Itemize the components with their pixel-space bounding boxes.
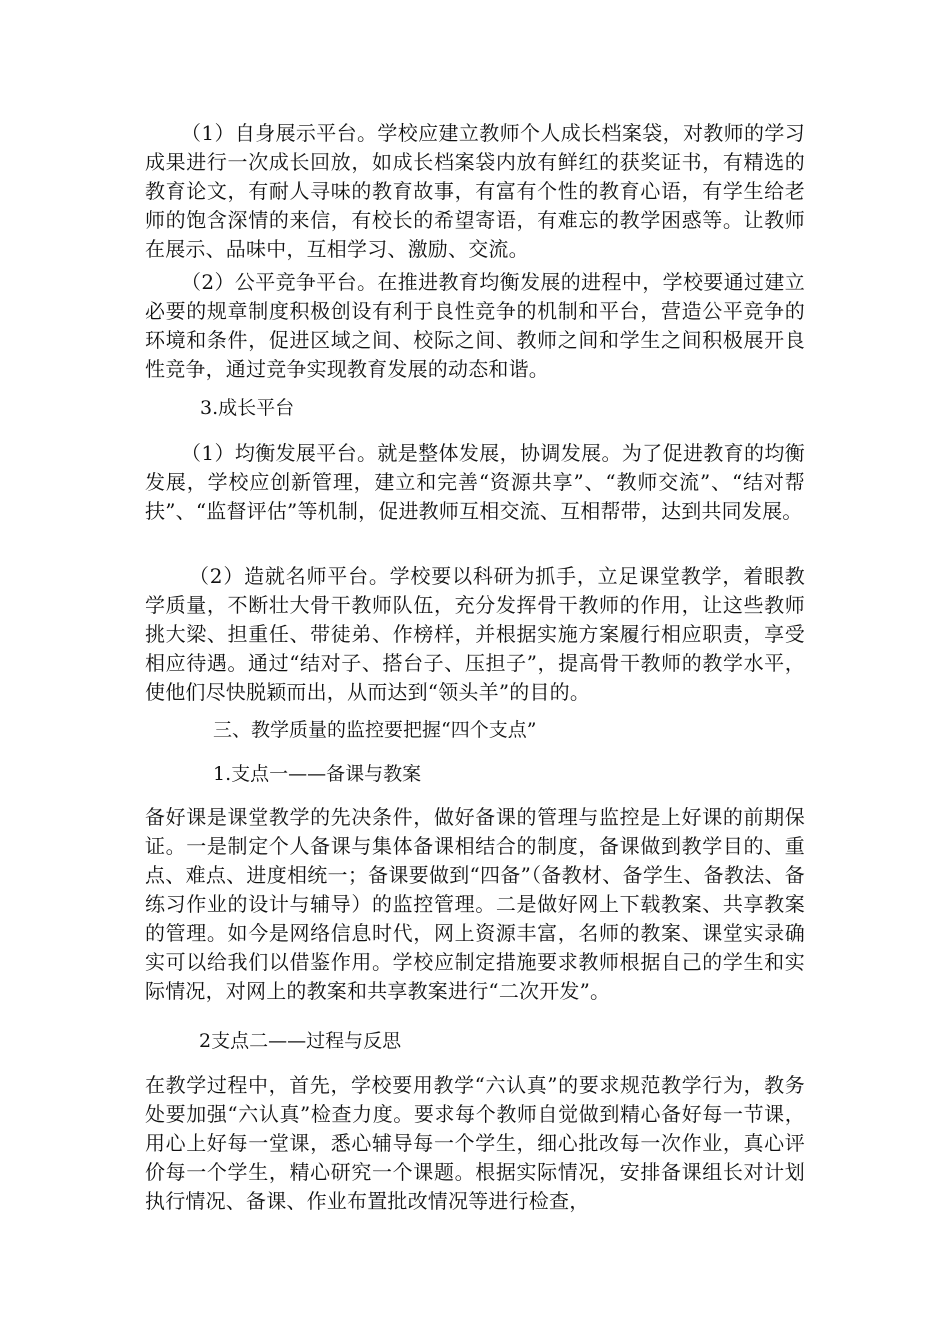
heading-fulcrum-one: 1.支点一——备课与教案 — [213, 763, 422, 785]
heading-fulcrum-two: 2支点二——过程与反思 — [199, 1030, 402, 1052]
heading-four-fulcrums: 三、教学质量的监控要把握“四个支点” — [213, 719, 537, 741]
paragraph-self-display-platform: （1）自身展示平台。学校应建立教师个人成长档案袋，对教师的学习成果进行一次成长回放，如成长档案袋内放有鲜红的获奖证书，有精选的教育论文，有耐人寻味的教育故事，有富有个性的教育心语，有学生给老师的饱含深情的来信，有校长的希望寄语，有难忘的教学困惑等。让教师在展示、品味中，互相学习、激励、交流。 — [145, 121, 805, 261]
paragraph-lesson-preparation: 备好课是课堂教学的先决条件，做好备课的管理与监控是上好课的前期保证。一是制定个人备课与集体备课相结合的制度，备课做到教学目的、重点、难点、进度相统一；备课要做到“四备”（备教材、备学生、备教法、备练习作业的设计与辅导）的监控管理。二是做好网上下载教案、共享教案的管理。如今是网络信息时代，网上资源丰富，名师的教案、课堂实录确实可以给我们以借鉴作用。学校应制定措施要求教师根据自己的学生和实际情况，对网上的教案和共享教案进行“二次开发”。 — [145, 805, 805, 1003]
paragraph-fair-competition-platform: （2）公平竞争平台。在推进教育均衡发展的进程中，学校要通过建立必要的规章制度积极创设有利于良性竞争的机制和平台，营造公平竞争的环境和条件，促进区域之间、校际之间、教师之间和学生之间积极展开良性竞争，通过竞争实现教育发展的动态和谐。 — [145, 270, 805, 381]
paragraph-famous-teacher-platform: （2）造就名师平台。学校要以科研为抓手，立足课堂教学，着眼教学质量，不断壮大骨干教师队伍，充分发挥骨干教师的作用，让这些教师挑大梁、担重任、带徒弟、作榜样，并根据实施方案履行相应职责，享受相应待遇。通过“结对子、搭台子、压担子”，提高骨干教师的教学水平，使他们尽快脱颖而出，从而达到“领头羊”的目的。 — [145, 564, 805, 704]
paragraph-process-reflection: 在教学过程中，首先，学校要用教学“六认真”的要求规范教学行为，教务处要加强“六认真”检查力度。要求每个教师自觉做到精心备好每一节课，用心上好每一堂课，悉心辅导每一个学生，细心批改每一次作业，真心评价每一个学生，精心研究一个课题。根据实际情况，安排备课组长对计划执行情况、备课、作业布置批改情况等进行检查， — [145, 1073, 805, 1213]
heading-growth-platform: 3.成长平台 — [200, 397, 295, 419]
paragraph-balanced-development-platform: （1）均衡发展平台。就是整体发展，协调发展。为了促进教育的均衡发展，学校应创新管理，建立和完善“资源共享”、“教师交流”、“结对帮扶”、“监督评估”等机制，促进教师互相交流、互相帮带，达到共同发展。 — [145, 441, 805, 523]
